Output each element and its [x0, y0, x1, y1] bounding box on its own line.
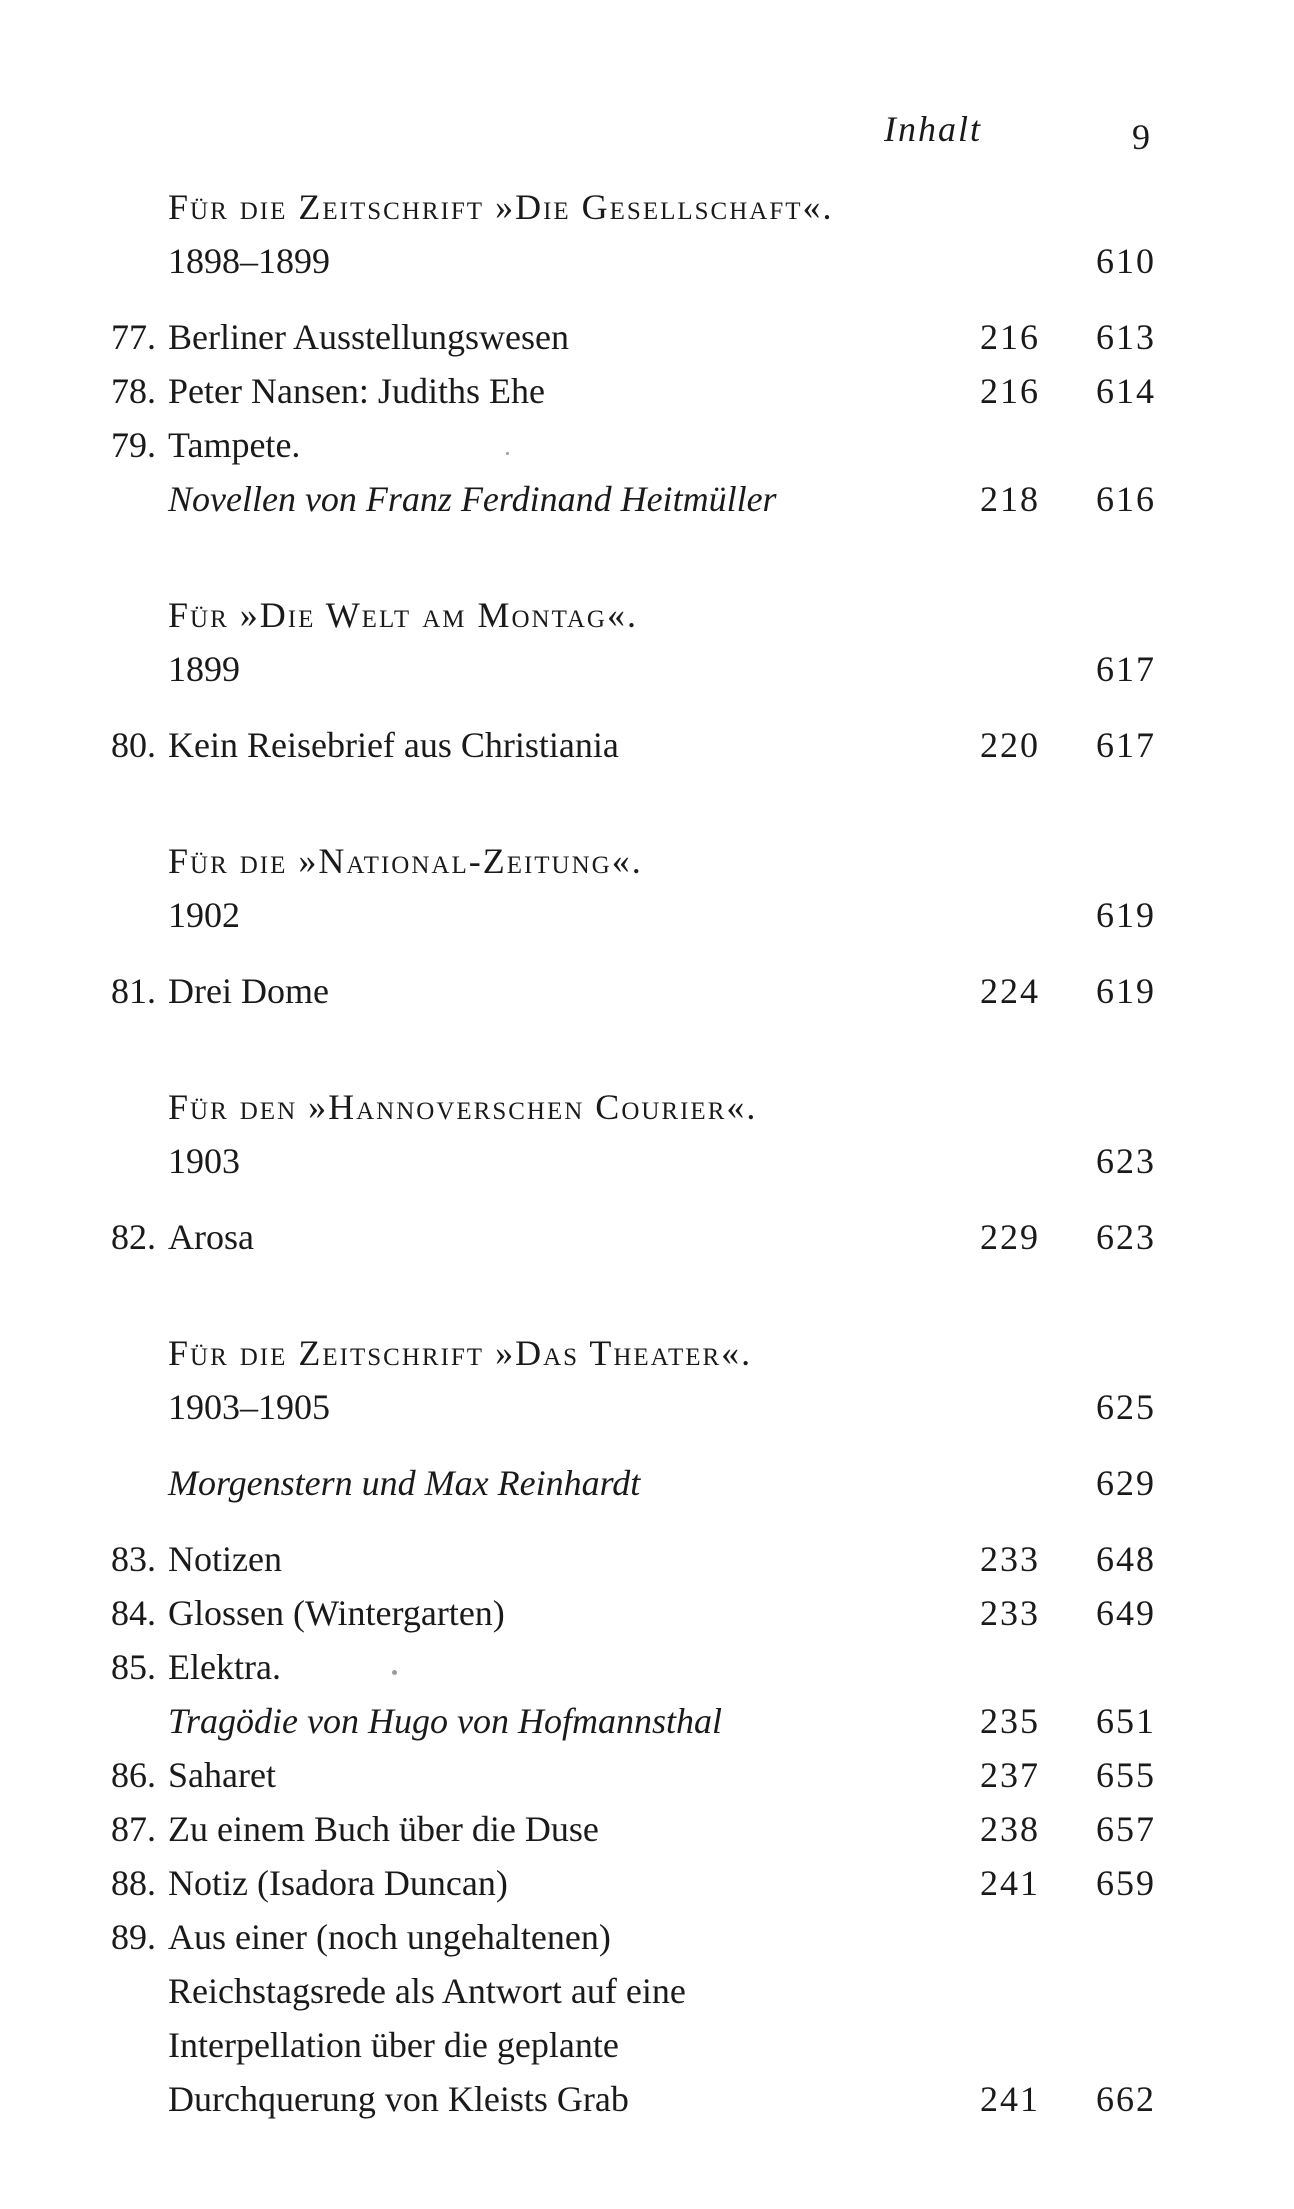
entry-title-line: Interpellation über die geplante — [168, 2025, 619, 2065]
section-heading — [0, 834, 1294, 888]
section-heading — [0, 1080, 1294, 1134]
section-years: 1903 — [168, 1141, 240, 1181]
entry-title: Kein Reisebrief aus Christiania — [168, 725, 619, 765]
entry-title: Notizen — [168, 1539, 282, 1579]
entry-note-page: 649 — [1096, 1593, 1156, 1633]
section-heading-text: Für den »Hannoverschen Courier«. — [168, 1087, 758, 1127]
entry-note-page: 614 — [1096, 371, 1156, 411]
section-heading — [0, 180, 1294, 234]
entry-number: 79. — [111, 425, 156, 465]
entry-number: 81. — [111, 971, 156, 1011]
entry-text-page: 233 — [980, 1539, 1040, 1579]
entry-number: 85. — [111, 1647, 156, 1687]
toc-entry — [0, 1748, 1294, 1802]
entry-number: 83. — [111, 1539, 156, 1579]
toc-entry-continuation — [0, 1964, 1294, 2018]
section-years: 1899 — [168, 649, 240, 689]
essay-row — [0, 1456, 1294, 1510]
entry-text-page: 216 — [980, 317, 1040, 357]
toc-entry — [0, 1210, 1294, 1264]
entry-note-page: 662 — [1096, 2079, 1156, 2119]
print-speck — [506, 452, 509, 455]
entry-note-page: 657 — [1096, 1809, 1156, 1849]
section-years-row — [0, 888, 1294, 942]
entry-title: Saharet — [168, 1755, 276, 1795]
section-years-row — [0, 642, 1294, 696]
section-page: 623 — [1096, 1141, 1156, 1181]
toc-entry — [0, 1532, 1294, 1586]
toc-entry — [0, 418, 1294, 472]
entry-title-line: Durchquerung von Kleists Grab — [168, 2079, 629, 2119]
running-head — [0, 100, 1294, 160]
toc-entry-continuation — [0, 2018, 1294, 2072]
entry-title: Tampete. — [168, 425, 301, 465]
section-page: 619 — [1096, 895, 1156, 935]
entry-title: Glossen (Wintergarten) — [168, 1593, 505, 1633]
entry-number: 84. — [111, 1593, 156, 1633]
section-years-row — [0, 234, 1294, 288]
section-heading — [0, 1326, 1294, 1380]
entry-number: 88. — [111, 1863, 156, 1903]
entry-text-page: 241 — [980, 1863, 1040, 1903]
section-page: 617 — [1096, 649, 1156, 689]
entry-note-page: 651 — [1096, 1701, 1156, 1741]
entry-title: Drei Dome — [168, 971, 329, 1011]
section-heading-text: Für die »National-Zeitung«. — [168, 841, 643, 881]
entry-note-page: 623 — [1096, 1217, 1156, 1257]
entry-title: Aus einer (noch ungehaltenen) — [168, 1917, 611, 1957]
entry-number: 78. — [111, 371, 156, 411]
entry-text-page: 229 — [980, 1217, 1040, 1257]
entry-text-page: 233 — [980, 1593, 1040, 1633]
section-years: 1903–1905 — [168, 1387, 330, 1427]
entry-number: 89. — [111, 1917, 156, 1957]
running-title: Inhalt — [884, 109, 982, 149]
page-number: 9 — [1132, 117, 1150, 157]
entry-subtitle: Novellen von Franz Ferdinand Heitmüller — [168, 479, 777, 519]
entry-subtitle: Tragödie von Hugo von Hofmannsthal — [168, 1701, 722, 1741]
section-years: 1902 — [168, 895, 240, 935]
section-years-row — [0, 1134, 1294, 1188]
section-heading-text: Für »Die Welt am Montag«. — [168, 595, 638, 635]
toc-entry — [0, 718, 1294, 772]
entry-text-page: 218 — [980, 479, 1040, 519]
entry-text-page: 237 — [980, 1755, 1040, 1795]
entry-note-page: 613 — [1096, 317, 1156, 357]
toc-entry — [0, 1586, 1294, 1640]
entry-text-page: 216 — [980, 371, 1040, 411]
entry-note-page: 659 — [1096, 1863, 1156, 1903]
section-page: 610 — [1096, 241, 1156, 281]
entry-number: 77. — [111, 317, 156, 357]
entry-number: 86. — [111, 1755, 156, 1795]
entry-note-page: 648 — [1096, 1539, 1156, 1579]
essay-title: Morgenstern und Max Reinhardt — [168, 1463, 641, 1503]
table-of-contents — [0, 180, 1294, 2126]
toc-entry-continuation — [0, 472, 1294, 526]
entry-text-page: 224 — [980, 971, 1040, 1011]
section-heading-text: Für die Zeitschrift »Die Gesellschaft«. — [168, 187, 834, 227]
entry-title: Peter Nansen: Judiths Ehe — [168, 371, 545, 411]
entry-text-page: 220 — [980, 725, 1040, 765]
entry-note-page: 655 — [1096, 1755, 1156, 1795]
entry-note-page: 617 — [1096, 725, 1156, 765]
entry-number: 80. — [111, 725, 156, 765]
entry-title: Elektra. — [168, 1647, 281, 1687]
section-years: 1898–1899 — [168, 241, 330, 281]
entry-title: Berliner Ausstellungswesen — [168, 317, 569, 357]
section-years-row — [0, 1380, 1294, 1434]
toc-entry — [0, 310, 1294, 364]
toc-entry-continuation — [0, 1694, 1294, 1748]
section-heading — [0, 588, 1294, 642]
toc-entry — [0, 1910, 1294, 1964]
toc-entry — [0, 1640, 1294, 1694]
entry-title: Arosa — [168, 1217, 254, 1257]
entry-title: Notiz (Isadora Duncan) — [168, 1863, 508, 1903]
section-page: 625 — [1096, 1387, 1156, 1427]
entry-text-page: 241 — [980, 2079, 1040, 2119]
entry-title-line: Reichstagsrede als Antwort auf eine — [168, 1971, 686, 2011]
toc-entry — [0, 1856, 1294, 1910]
section-heading-text: Für die Zeitschrift »Das Theater«. — [168, 1333, 753, 1373]
toc-entry — [0, 364, 1294, 418]
entry-note-page: 619 — [1096, 971, 1156, 1011]
entry-number: 82. — [111, 1217, 156, 1257]
entry-text-page: 235 — [980, 1701, 1040, 1741]
entry-text-page: 238 — [980, 1809, 1040, 1849]
entry-number: 87. — [111, 1809, 156, 1849]
print-speck — [392, 1670, 397, 1675]
toc-entry — [0, 1802, 1294, 1856]
toc-entry — [0, 964, 1294, 1018]
entry-title: Zu einem Buch über die Duse — [168, 1809, 599, 1849]
essay-page: 629 — [1096, 1463, 1156, 1503]
toc-entry-continuation — [0, 2072, 1294, 2126]
entry-note-page: 616 — [1096, 479, 1156, 519]
